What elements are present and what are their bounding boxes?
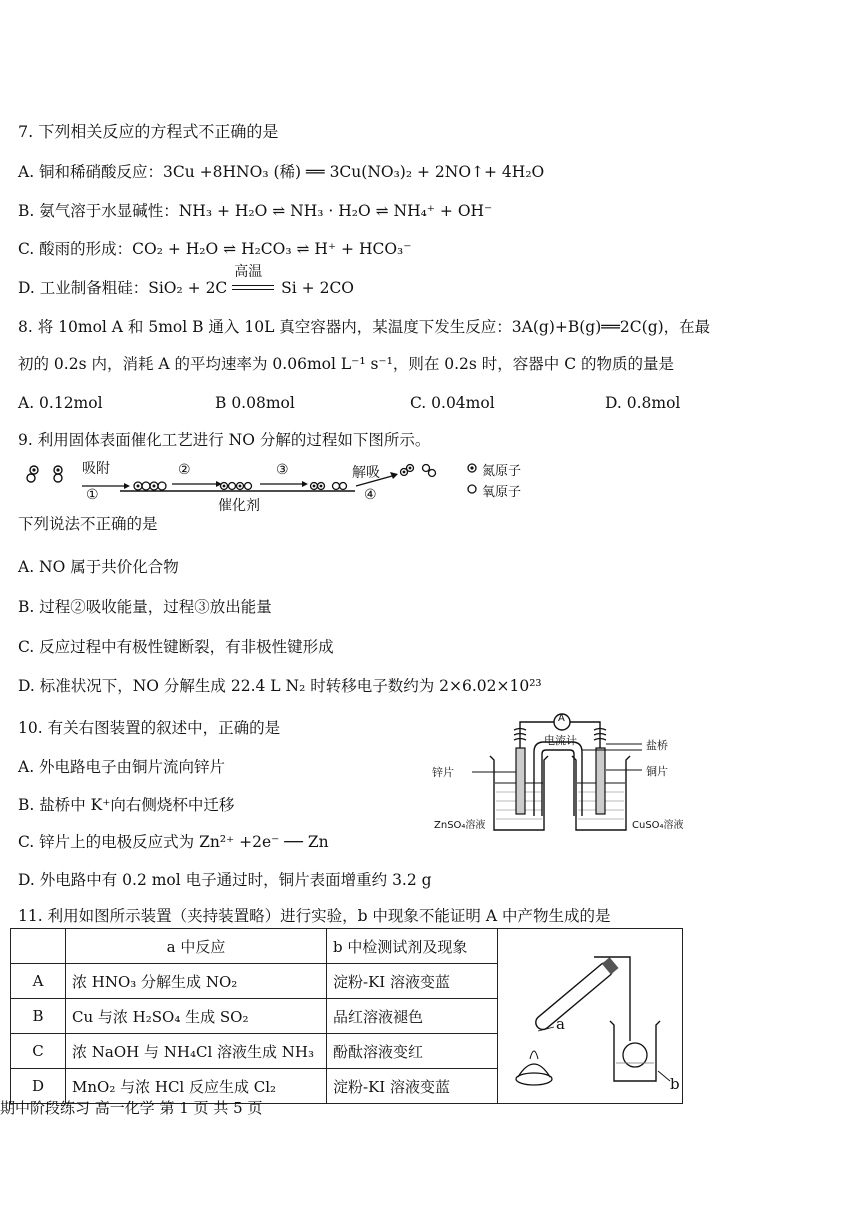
step4-number: ④ (364, 487, 377, 503)
step4-label: 解吸 (352, 465, 380, 481)
equals-high-temp (232, 264, 276, 298)
q11-table (10, 928, 683, 1104)
zinc-label: 锌片 (432, 766, 454, 779)
q8-line1: 8. 将 10mol A 和 5mol B 通入 10L 真空容器内，某温度下发生反应：3A(g)+B(g)══2C(g)，在最 (18, 318, 711, 336)
q9-prompt: 下列说法不正确的是 (18, 515, 158, 533)
znso4-label: ZnSO₄溶液 (434, 820, 486, 831)
q9-option-c: C. 反应过程中有极性键断裂，有非极性键形成 (18, 638, 334, 656)
salt-bridge-label: 盐桥 (646, 739, 668, 752)
q10-option-d: D. 外电路中有 0.2 mol 电子通过时，铜片表面增重约 3.2 g (18, 871, 432, 889)
q7-d-condition: 高温 (234, 264, 263, 280)
q10-option-a: A. 外电路电子由铜片流向锌片 (18, 758, 226, 776)
ammeter-symbol: A (558, 713, 565, 724)
q7-option-a: A. 铜和稀硝酸反应：3Cu +8HNO₃ (稀) ══ 3Cu(NO₃)₂ + 2NO↑+ 4H₂O (18, 163, 545, 181)
q8-option-d: D. 0.8mol (605, 394, 681, 412)
q7-title: 7. 下列相关反应的方程式不正确的是 (18, 122, 279, 141)
no-decomposition-diagram (20, 458, 540, 518)
table-header-cell (11, 929, 66, 964)
q10-title: 10. 有关右图装置的叙述中，正确的是 (18, 719, 281, 737)
q10-option-b: B. 盐桥中 K⁺向右侧烧杯中迁移 (18, 796, 235, 814)
row-reaction: 浓 NaOH 与 NH₄Cl 溶液生成 NH₃ (66, 1034, 327, 1069)
step3-number: ③ (276, 462, 289, 478)
legend-nitrogen: 氮原子 (482, 464, 522, 479)
row-detection: 酚酞溶液变红 (327, 1034, 498, 1069)
q7-option-b: B. 氨气溶于水显碱性：NH₃ + H₂O ⇌ NH₃ · H₂O ⇌ NH₄⁺ + OH⁻ (18, 202, 493, 220)
q8-option-a: A. 0.12mol (18, 394, 103, 412)
step1-label: 吸附 (82, 461, 110, 477)
label-b: b (670, 1075, 680, 1093)
step1-number: ① (86, 487, 99, 503)
q8-option-c: C. 0.04mol (410, 394, 495, 412)
row-reaction: Cu 与浓 H₂SO₄ 生成 SO₂ (66, 999, 327, 1034)
q7-option-d (18, 264, 355, 298)
copper-label: 铜片 (646, 765, 668, 778)
row-letter: A (11, 964, 66, 999)
q9-option-b: B. 过程②吸收能量，过程③放出能量 (18, 598, 272, 616)
q7-d-suffix: Si + 2CO (281, 279, 355, 297)
ammeter-label: 电流计 (544, 734, 577, 747)
q11-title: 11. 利用如图所示装置（夹持装置略）进行实验，b 中现象不能证明 A 中产物生成的是 (18, 907, 611, 925)
table-header-cell: a 中反应 (66, 929, 327, 964)
cuso4-label: CuSO₄溶液 (632, 820, 684, 831)
catalyst-label: 催化剂 (218, 498, 260, 514)
table-header-cell: b 中检测试剂及现象 (327, 929, 498, 964)
row-detection: 淀粉-KI 溶液变蓝 (327, 964, 498, 999)
row-letter: C (11, 1034, 66, 1069)
page-footer: 期中阶段练习 高一化学 第 1 页 共 5 页 (0, 1099, 263, 1117)
q7-d-prefix: D. 工业制备粗硅：SiO₂ + 2C (18, 279, 228, 297)
q9-option-a: A. NO 属于共价化合物 (18, 558, 179, 576)
step2-number: ② (178, 462, 191, 478)
row-detection: 品红溶液褪色 (327, 999, 498, 1034)
label-a: a (556, 1015, 565, 1033)
row-letter: D (11, 1069, 66, 1104)
q10-option-c: C. 锌片上的电极反应式为 Zn²⁺ +2e⁻ ── Zn (18, 833, 329, 851)
q9-title: 9. 利用固体表面催化工艺进行 NO 分解的过程如下图所示。 (18, 431, 431, 449)
apparatus-figure (498, 929, 683, 1104)
q9-option-d: D. 标准状况下，NO 分解生成 22.4 L N₂ 时转移电子数约为 2×6.02×10²³ (18, 677, 542, 695)
legend-oxygen: 氧原子 (482, 485, 522, 500)
galvanic-cell-diagram (432, 708, 692, 838)
row-reaction: MnO₂ 与浓 HCl 反应生成 Cl₂ (66, 1069, 327, 1104)
q7-option-c: C. 酸雨的形成：CO₂ + H₂O ⇌ H₂CO₃ ⇌ H⁺ + HCO₃⁻ (18, 240, 412, 258)
q8-line2: 初的 0.2s 内，消耗 A 的平均速率为 0.06mol L⁻¹ s⁻¹，则在 0.2s 时，容器中 C 的物质的量是 (18, 355, 674, 373)
q8-option-b: B 0.08mol (215, 394, 295, 412)
row-letter: B (11, 999, 66, 1034)
row-detection: 淀粉-KI 溶液变蓝 (327, 1069, 498, 1104)
table-header-row (11, 929, 683, 964)
row-reaction: 浓 HNO₃ 分解生成 NO₂ (66, 964, 327, 999)
